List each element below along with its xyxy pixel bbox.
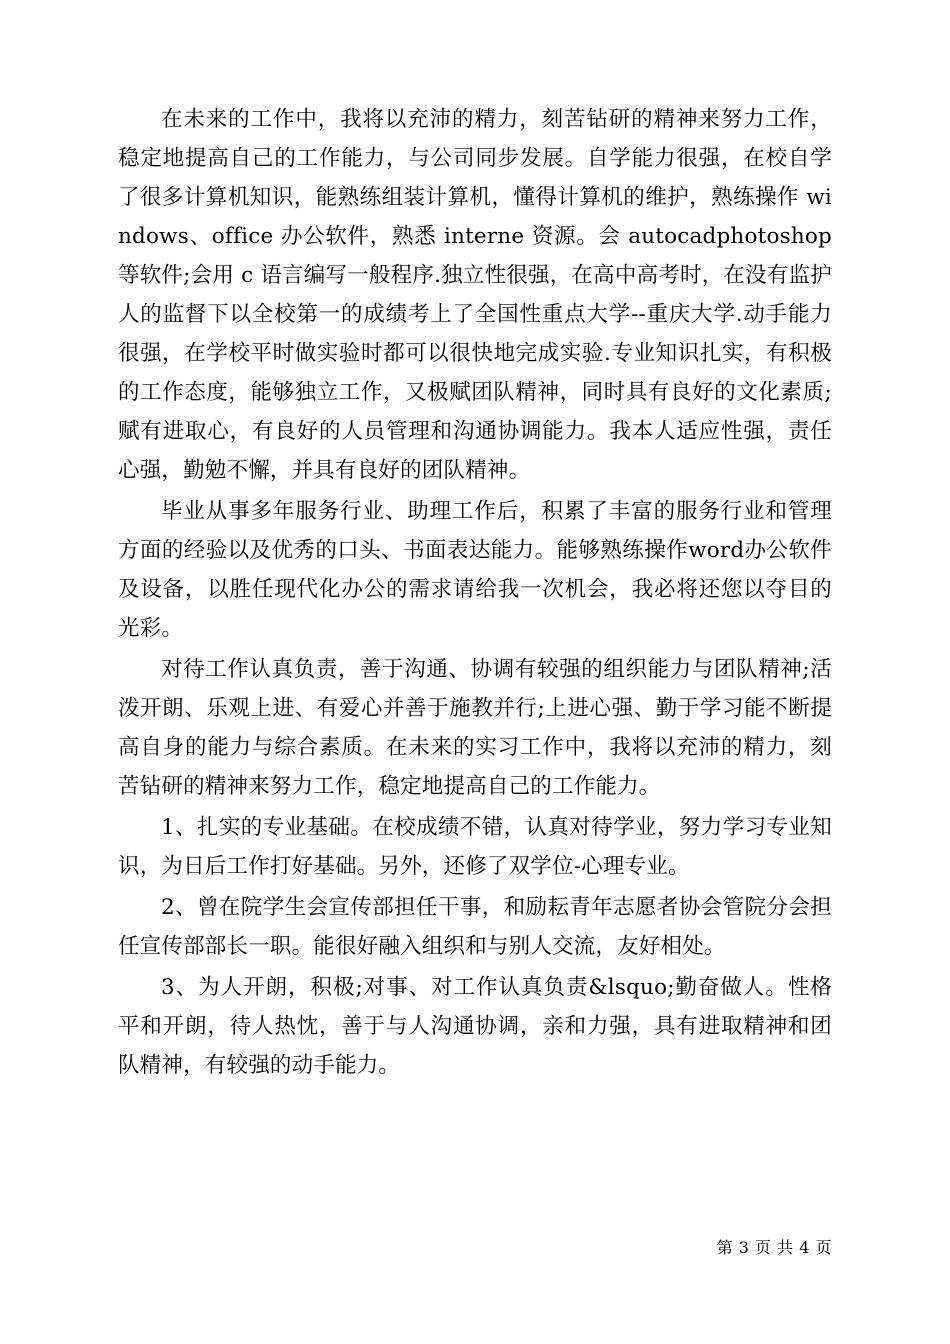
paragraph: 2、曾在院学生会宣传部担任干事，和励耘青年志愿者协会管院分会担任宣传部部长一职。能很好融入组织和与别人交流，友好相处。 xyxy=(118,895,832,959)
paragraph: 在未来的工作中，我将以充沛的精力，刻苦钻研的精神来努力工作，稳定地提高自己的工作能力，与公司同步发展。自学能力很强，在校自学了很多计算机知识，能熟练组装计算机，懂得计算机的维护，熟练操作 windows、office 办公软件，熟悉 interne 资源。会 autocadphotoshop 等软件;会用 c 语言编写一般程序.独立性很强，在高中高考时，在没有监护人的监督下以全校第一的成绩考上了全国性重点大学--重庆大学.动手能力很强，在学校平时做实验时都可以很快地完成实验.专业知识扎实，有积极的工作态度，能够独立工作，又极赋团队精神，同时具有良好的文化素质;赋有进取心，有良好的人员管理和沟通协调能力。我本人适应性强，责任心强，勤勉不懈，并具有良好的团队精神。 xyxy=(118,107,832,483)
paragraph: 对待工作认真负责，善于沟通、协调有较强的组织能力与团队精神;活泼开朗、乐观上进、有爱心并善于施教并行;上进心强、勤于学习能不断提高自身的能力与综合素质。在未来的实习工作中，我将以充沛的精力，刻苦钻研的精神来努力工作，稳定地提高自己的工作能力。 xyxy=(118,657,832,799)
paragraph: 毕业从事多年服务行业、助理工作后，积累了丰富的服务行业和管理方面的经验以及优秀的口头、书面表达能力。能够熟练操作word办公软件及设备，以胜任现代化办公的需求请给我一次机会，我必将还您以夺目的光彩。 xyxy=(118,499,832,641)
paragraph: 1、扎实的专业基础。在校成绩不错，认真对待学业，努力学习专业知识，为日后工作打好基础。另外，还修了双学位-心理专业。 xyxy=(118,815,832,879)
paragraph: 3、为人开朗，积极;对事、对工作认真负责&lsquo;勤奋做人。性格平和开朗，待人热忱，善于与人沟通协调，亲和力强，具有进取精神和团队精神，有较强的动手能力。 xyxy=(118,975,832,1078)
page-footer: 第 3 页 共 4 页 xyxy=(716,1238,832,1257)
document-body xyxy=(118,100,832,1085)
